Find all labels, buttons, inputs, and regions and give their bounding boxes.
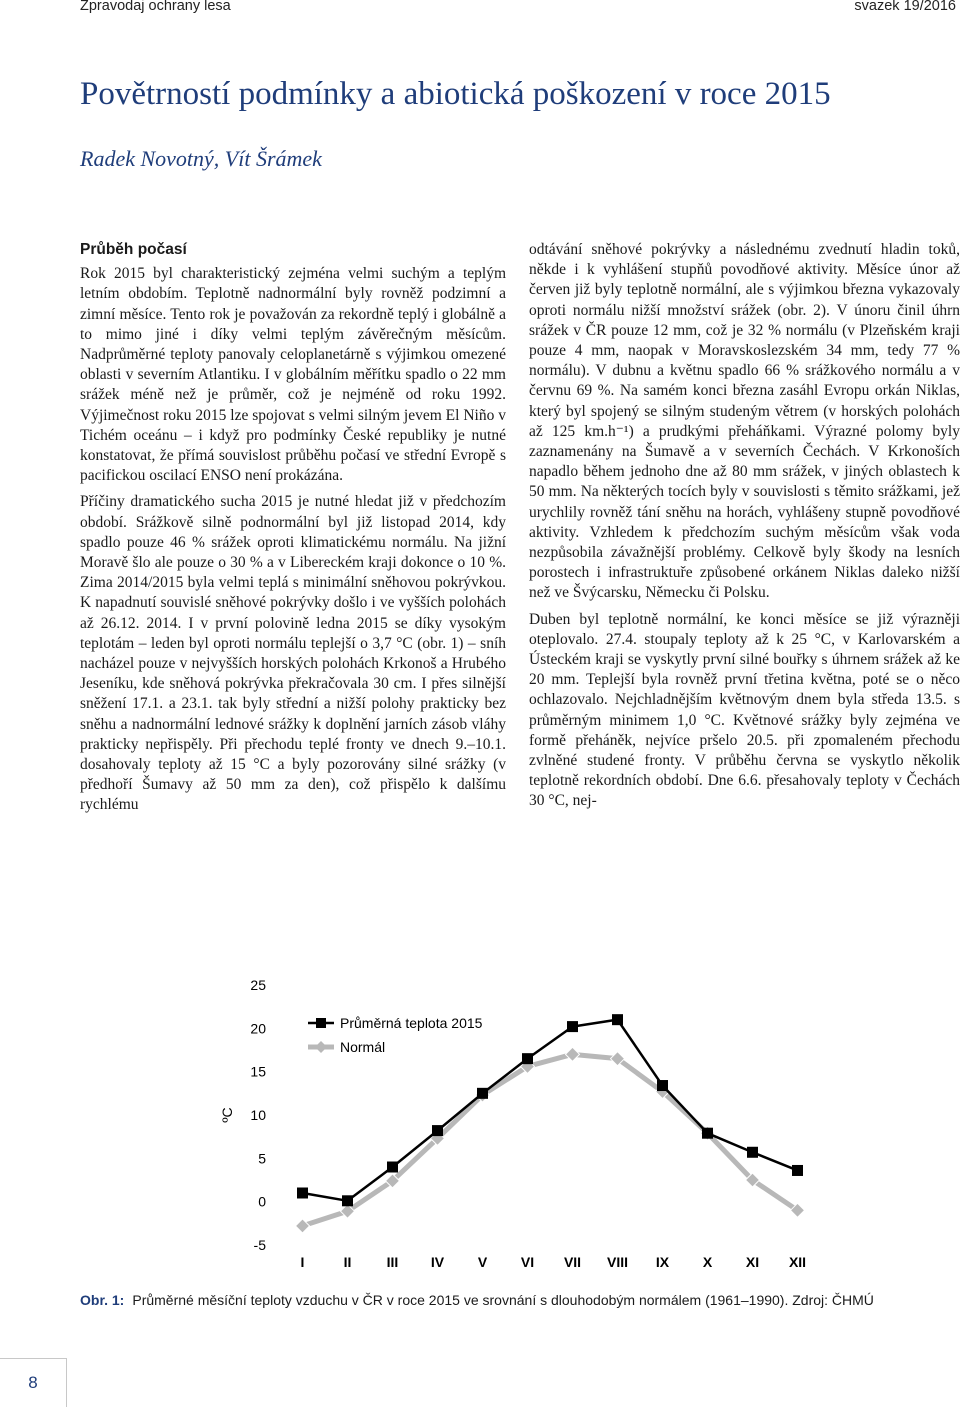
volume-label: svazek 19/2016: [854, 0, 956, 14]
y-tick-label: 15: [250, 1063, 266, 1080]
data-point: [702, 1128, 713, 1139]
y-tick-label: 0: [258, 1193, 266, 1210]
figure-caption: [80, 1292, 960, 1308]
data-point: [387, 1162, 398, 1173]
x-tick-label: I: [300, 1254, 305, 1270]
figure-label: Obr. 1:: [80, 1292, 125, 1308]
paragraph: odtávání sněhové pokrývky a následnému zvednutí hladin toků, někde i k vyhlášení stupňů povodňové aktivity. Měsíce únor až červen již byly teplotně normální, ale s výjimkou března vykazovaly oproti normálu nižší množství srážek (obr. 2). V únoru činil úhrn srážek v ČR pouze 12 mm, což je 32 % normálu (v Plzeňském kraji pouze 4 mm, naopak v Moravskoslezském 34 mm, tedy 77 % normálu). V dubnu a květnu spadlo 66 % srážkového normálu a v červnu 69 %. Na samém konci března zasáhl Evropu orkán Niklas, který byl spojený se silným studeným větrem (v horských polohách až 125 km.h⁻¹) a prudkými přeháňkami. Výrazné polomy byly zaznamenány na Šumavě a v severních Čechách. V Krkonoších napadlo během jednoho dne až 80 mm srážek, v jiných oblastech k 50 mm. Na některých tocích byly v souvislosti s těmito srážkami, jež urychlily rovněž tání sněhu na horách, vyhlášeny stupně povodňové aktivity. Vzhledem k předchozím suchým měsícům však voda nezpůsobila závažnější problémy. Celkově byly škody na lesních porostech i infrastruktuře způsobené orkánem Niklas daleko nižší než ve Švýcarsku, Německu či Polsku.: [529, 241, 960, 602]
y-tick-label: 20: [250, 1020, 266, 1037]
data-point: [792, 1165, 803, 1176]
y-tick-label: 25: [250, 977, 266, 993]
y-axis-label: ºC: [219, 1107, 235, 1123]
data-point: [297, 1188, 308, 1199]
data-point: [747, 1147, 758, 1158]
data-point: [612, 1014, 623, 1025]
data-point: [566, 1047, 580, 1061]
paragraph: Duben byl teplotně normální, ke konci měsíce se již výrazněji oteplovalo. 27.4. stoupaly teploty až k 25 °C, v Karlovarském a Ústeckém kraji se vyskytly první silné bouřky s úhrnem srážek až ke 20 mm. Teplejší byla rovněž první třetina května, poté se o něco ochlazovalo. Nejchladnějším květnovým dnem byla středa 13.5. s průměrným minimem 1,0 °C. Květnové srážky byly zejména ve formě přeháněk, nejvíce pršelo 20.5. při zpomaleném přechodu zvlněné studené fronty. V průběhu června se vyskytlo několik teplotně rekordních období. Dne 6.6. přesahovaly teploty v Čechách 30 °C, nej-: [529, 610, 960, 810]
x-tick-label: VII: [563, 1254, 582, 1270]
data-point: [342, 1195, 353, 1206]
x-tick-label: IX: [655, 1254, 670, 1270]
y-tick-label: -5: [253, 1237, 266, 1253]
text-column-right: [529, 240, 960, 818]
temperature-chart-svg: [200, 965, 840, 1280]
data-point: [477, 1088, 488, 1099]
x-tick-label: VI: [520, 1254, 535, 1270]
legend-label: Normál: [340, 1039, 386, 1055]
x-tick-label: X: [702, 1254, 713, 1270]
data-point: [567, 1021, 578, 1032]
x-tick-label: XII: [788, 1254, 807, 1270]
temperature-chart: [200, 965, 840, 1280]
x-tick-label: VIII: [606, 1254, 629, 1270]
figure-caption-text: Průměrné měsíční teploty vzduchu v ČR v roce 2015 ve srovnání s dlouhodobým normálem (1961–1990). Zdroj: ČHMÚ: [132, 1292, 874, 1308]
x-tick-label: III: [386, 1254, 399, 1270]
legend-marker: [316, 1018, 326, 1028]
x-tick-label: IV: [430, 1254, 445, 1270]
x-tick-label: V: [477, 1254, 488, 1270]
article-title: Povětrností podmínky a abiotická poškození v roce 2015: [80, 76, 831, 112]
legend-marker: [315, 1041, 327, 1053]
section-heading: Průběh počasí: [80, 241, 187, 258]
x-tick-label: II: [343, 1254, 352, 1270]
page-number: 8: [0, 1358, 67, 1407]
y-tick-label: 5: [258, 1150, 266, 1167]
running-header: [0, 0, 960, 14]
data-point: [657, 1080, 668, 1091]
paragraph: Příčiny dramatického sucha 2015 je nutné hledat již v předchozím období. Srážkově silně podnormální byl již listopad 2014, kdy spadlo pouze 46 % srážek oproti klimatickému normálu. Na jižní Moravě šlo ale pouze o 30 % a v Libereckém kraji dokonce o 10 %. Zima 2014/2015 byla velmi teplá s minimální sněhovou pokrývkou. K napadnutí souvislé sněhové pokrývky došlo i ve vyšších polohách až 26.12. 2014. I v první polovině ledna 2015 se díky vysokým teplotám – leden byl oproti normálu teplejší o 3,7 °C (obr. 1) – sníh nacházel pouze v nejvyšších horských polohách Krkonoš a Hrubého Jeseníku, kde sněhová pokrývka překračovala 30 cm. I přes silnější sněžení 17.1. a 23.1. tak byly střední a nižší polohy prakticky bez sněhu a nadnormální lednové srážky k doplnění jarních zásob vláhy prakticky nepřispěly. Při přechodu teplé fronty ve dnech 9.–10.1. dosahovaly teploty až 15 °C a byly pozorovány silné srážky (v předhoří Šumavy až 50 mm za den), což přispělo k dalšímu rychlému: [80, 493, 506, 814]
data-point: [522, 1053, 533, 1064]
data-point: [432, 1125, 443, 1136]
article-authors: Radek Novotný, Vít Šrámek: [80, 146, 322, 171]
y-tick-label: 10: [250, 1107, 266, 1123]
legend-label: Průměrná teplota 2015: [340, 1015, 483, 1031]
journal-name: Zpravodaj ochrany lesa: [80, 0, 231, 14]
text-column-left: [80, 240, 506, 822]
x-tick-label: XI: [745, 1254, 760, 1270]
data-point: [296, 1219, 310, 1233]
paragraph: Rok 2015 byl charakteristický zejména velmi suchým a teplým letním obdobím. Teplotně nadnormální byly rovněž podzimní a zimní měsíce. Tento rok je považován za rekordně teplý i globálně a to mimo jiné i díky velmi teplým závěrečným měsícům. Nadprůměrné teploty panovaly celoplanetárně s výjimkou omezené oblasti v severním Atlantiku. I v globálním měřítku spadlo o 22 mm srážek méně než je průměr, což je nejméně od roku 1992. Výjimečnost roku 2015 lze spojovat s velmi silným jevem El Niño v Tichém oceánu – i když pro podmínky České republiky je nutné konstatovat, že přímá souvislost průběhu počasí ve střední Evropě s pacifickou oscilací ENSO není prokázána.: [80, 265, 506, 485]
